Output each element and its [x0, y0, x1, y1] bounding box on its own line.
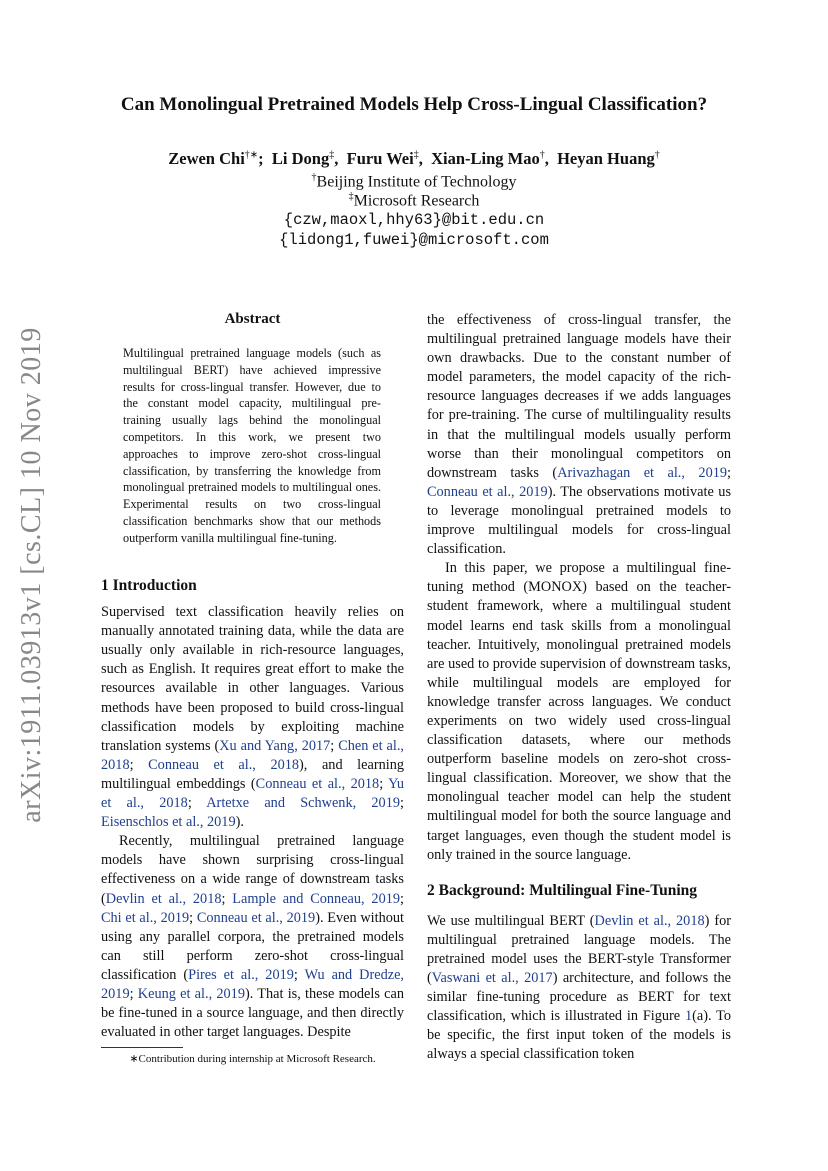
text: ;	[400, 890, 405, 907]
affil-mark: †	[311, 172, 317, 183]
abstract-heading: Abstract	[224, 311, 281, 327]
citation-link[interactable]: Xu and Yang, 2017	[219, 737, 331, 754]
citation-link[interactable]: Devlin et al., 2018	[105, 890, 222, 907]
citation-link[interactable]: Chen et al., 2018	[101, 737, 405, 773]
citation-link[interactable]: Conneau et al., 2018	[148, 756, 300, 773]
section-heading: 1 Introduction	[101, 577, 197, 594]
footnote-rule	[101, 1047, 183, 1048]
abstract-text: Multilingual pretrained language models (such as multilingual BERT) have achieved impressive results for cross-lingual transfer. However, due to the constant model capacity, multilingual pre-training usually lags behind the monolingual competitors. In this work, we present two approaches to improve zero-shot cross-lingual classification, by transferring the knowledge from monolingual pretrained models to multilingual ones. Experimental results on two cross-lingual classification benchmarks show that our methods outperform vanilla multilingual fine-tuning.	[123, 346, 381, 545]
left-column	[101, 576, 404, 1042]
text: ) architecture, and follows the similar fine-tuning procedure as BERT for text classification, which is illustrated in Figure	[427, 970, 731, 1025]
text: ;	[129, 985, 138, 1002]
text: ). The observations motivate us to leverage monolingual pretrained models to improve multilingual models for cross-lingual classification.	[427, 483, 732, 558]
email: {czw,maoxl,hhy63}@bit.edu.cn	[283, 211, 545, 229]
citation-link[interactable]: Conneau et al., 2018	[255, 775, 380, 792]
paper-title: Can Monolingual Pretrained Models Help Cross-Lingual Classification?	[120, 94, 708, 115]
citation-link[interactable]: Chi et al., 2019	[101, 909, 190, 926]
figure-ref-link[interactable]: 1	[684, 1008, 693, 1025]
text: ). That is, these models can be fine-tuned in a source language, and then directly evaluated in other target languages. Despite	[101, 985, 404, 1041]
author: Zewen Chi	[168, 149, 245, 168]
author-mark: †	[539, 149, 545, 161]
citation-link[interactable]: Devlin et al., 2018	[594, 912, 705, 929]
citation-link[interactable]: Lample and Conneau, 2019	[232, 890, 401, 907]
paragraph	[101, 832, 404, 1042]
citation-link[interactable]: Vaswani et al., 2017	[431, 970, 553, 987]
text: the effectiveness of cross-lingual transfer, the multilingual pretrained language models have their own drawbacks. Due to the constant number of model parameters, the model capacity of the rich-resource languages decreases if we adds languages for pre-training. The curse of multilinguality results in that the multilingual models usually perform worse than their monolingual competitors on downstream tasks (	[427, 312, 731, 481]
text: ;	[727, 464, 731, 481]
email: {lidong1,fuwei}@microsoft.com	[279, 231, 549, 249]
text: Supervised text classification heavily relies on manually annotated training data, while the data are usually only available in rich-resource languages, such as English. It requires great effort to make the resources available in other languages. Various methods have been proposed to build cross-lingual classification models by exploiting machine translation systems (	[101, 604, 404, 754]
citation-link[interactable]: Artetxe and Schwenk, 2019	[206, 795, 400, 812]
affil-name: Microsoft Research	[353, 192, 480, 210]
paragraph	[427, 912, 731, 1065]
text: ;	[400, 795, 404, 812]
citation-link[interactable]: Eisenschlos et al., 2019	[101, 814, 236, 831]
affil-name: Beijing Institute of Technology	[316, 173, 517, 191]
author-mark: †∗	[244, 149, 259, 161]
paragraph	[427, 311, 731, 559]
text: ;	[187, 795, 207, 812]
citation-link[interactable]: Yu et al., 2018	[101, 775, 404, 812]
text: Recently, multilingual pretrained language models have shown surprising cross-lingual effectiveness on a wide range of downstream tasks (	[101, 833, 404, 907]
citation-link[interactable]: Wu and Dredze, 2019	[101, 966, 404, 1002]
text: ;	[129, 756, 149, 773]
citation-link[interactable]: Conneau et al., 2019	[427, 483, 548, 500]
text: We use multilingual BERT (	[427, 912, 595, 929]
citation-link[interactable]: Arivazhagan et al., 2019	[557, 464, 728, 481]
footnote: ∗Contribution during internship at Microsoft Research.	[129, 1053, 376, 1065]
text: ) for multilingual pretrained language models. The pretrained model uses the BERT-style Transformer (	[427, 912, 732, 987]
author-mark: ‡	[329, 149, 335, 161]
text: ;	[189, 909, 197, 926]
text: ;	[330, 737, 339, 754]
text: (a). To be specific, the first input token of the models is always a special classification token	[427, 1008, 731, 1063]
citation-link[interactable]: Keung et al., 2019	[137, 985, 245, 1002]
text: ).	[235, 814, 244, 831]
author-list: Zewen Chi†∗; Li Dong‡, Furu Wei‡, Xian-Ling Mao†, Heyan Huang†	[168, 149, 660, 168]
paragraph: In this paper, we propose a multilingual fine-tuning method (MONOX) based on the teacher-student framework, where a multilingual student model learns end task skills from a monolingual teacher. Intuitively, monolingual pretrained models are used to provide supervision of downstream tasks, while multilingual models are employed for knowledge transfer across languages. We conduct experiments on two widely used cross-lingual classification datasets, where our methods outperform baseline models on zero-shot cross-lingual classification. Moreover, we show that the monolingual teacher model can help the student multilingual model for both the source language and target languages, even though the student model is only trained in the source language.	[427, 560, 731, 863]
text: ;	[221, 890, 233, 907]
citation-link[interactable]: Conneau et al., 2019	[196, 909, 316, 926]
text: ;	[379, 775, 389, 792]
affil-mark: ‡	[348, 191, 354, 202]
citation-link[interactable]: Pires et al., 2019	[188, 966, 294, 983]
text: ;	[293, 966, 305, 983]
paragraph	[101, 603, 404, 832]
section-heading: 2 Background: Multilingual Fine-Tuning	[427, 881, 698, 899]
affiliation	[0, 191, 828, 210]
text: ). Even without using any parallel corpora, the pretrained models can still perform zero-shot cross-lingual classification (	[101, 909, 405, 983]
author: Furu Wei	[346, 149, 414, 168]
text: ), and learning multilingual embeddings (	[101, 756, 405, 792]
author-mark: ‡	[413, 149, 419, 161]
right-column	[427, 311, 731, 1065]
author-mark: †	[654, 149, 660, 161]
arxiv-id: arXiv:1911.03913v1 [cs.CL] 10 Nov 2019	[16, 327, 47, 823]
author: Xian-Ling Mao	[431, 149, 540, 168]
affiliation	[0, 172, 828, 191]
arxiv-stamp	[14, 270, 50, 880]
author: Li Dong	[271, 149, 330, 168]
author: Heyan Huang	[557, 149, 655, 168]
